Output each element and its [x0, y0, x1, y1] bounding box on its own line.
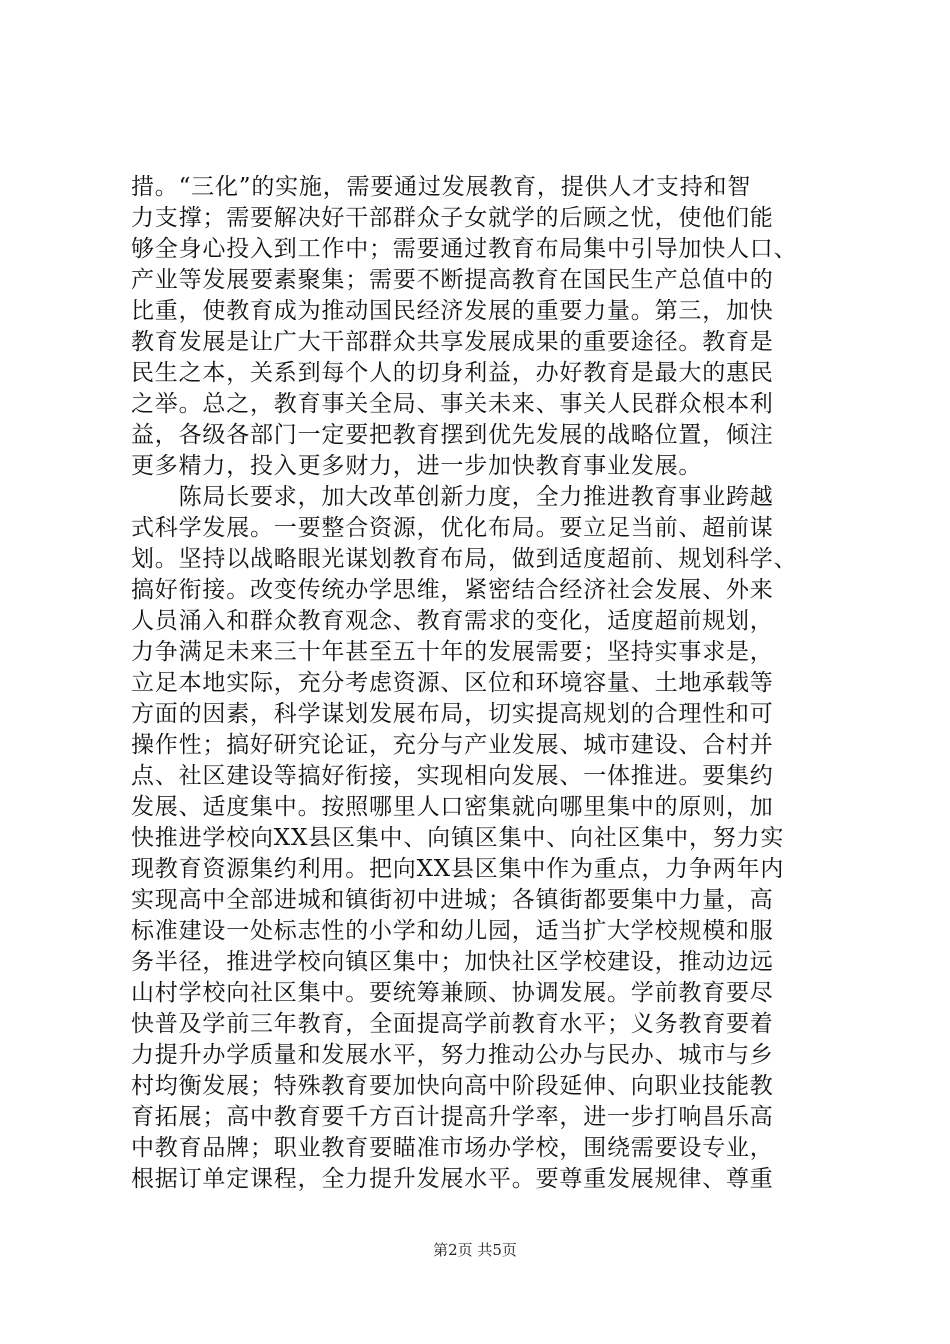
- text-line: 划。坚持以战略眼光谋划教育布局，做到适度超前、规划科学、: [131, 546, 798, 572]
- text-line: 快推进学校向XX县区集中、向镇区集中、向社区集中，努力实: [131, 825, 785, 851]
- text-line: 措。“三化”的实施，需要通过发展教育，提供人才支持和智: [131, 174, 752, 200]
- page-footer: 第2页 共5页: [433, 1241, 517, 1259]
- body-text: [131, 172, 831, 1195]
- text-line: 陈局长要求，加大改革创新力度，全力推进教育事业跨越: [131, 484, 774, 510]
- text-line: 人员涌入和群众教育观念、教育需求的变化，适度超前规划，: [131, 608, 774, 634]
- text-line: 标准建设一处标志性的小学和幼儿园，适当扩大学校规模和服: [131, 918, 774, 944]
- text-line: 产业等发展要素聚集；需要不断提高教育在国民生产总值中的: [131, 267, 774, 293]
- text-line: 力提升办学质量和发展水平，努力推动公办与民办、城市与乡: [131, 1042, 774, 1068]
- text-line: 发展、适度集中。按照哪里人口密集就向哪里集中的原则，加: [131, 794, 774, 820]
- text-line: 点、社区建设等搞好衔接，实现相向发展、一体推进。要集约: [131, 763, 774, 789]
- text-line: 教育发展是让广大干部群众共享发展成果的重要途径。教育是: [131, 329, 774, 355]
- text-line: 益，各级各部门一定要把教育摆到优先发展的战略位置，倾注: [131, 422, 774, 448]
- text-line: 务半径，推进学校向镇区集中；加快社区学校建设，推动边远: [131, 949, 774, 975]
- text-line: 比重，使教育成为推动国民经济发展的重要力量。第三，加快: [131, 298, 774, 324]
- text-line: 根据订单定课程，全力提升发展水平。要尊重发展规律、尊重: [131, 1166, 774, 1192]
- text-line: 方面的因素，科学谋划发展布局，切实提高规划的合理性和可: [131, 701, 774, 727]
- text-line: 力争满足未来三十年甚至五十年的发展需要；坚持实事求是，: [131, 639, 774, 665]
- text-line: 搞好衔接。改变传统办学思维，紧密结合经济社会发展、外来: [131, 577, 774, 603]
- text-line: 现教育资源集约利用。把向XX县区集中作为重点，力争两年内: [131, 856, 785, 882]
- text-line: 够全身心投入到工作中；需要通过教育布局集中引导加快人口、: [131, 236, 798, 262]
- text-line: 民生之本，关系到每个人的切身利益，办好教育是最大的惠民: [131, 360, 774, 386]
- text-line: 之举。总之，教育事关全局、事关未来、事关人民群众根本利: [131, 391, 774, 417]
- text-line: 式科学发展。一要整合资源，优化布局。要立足当前、超前谋: [131, 515, 774, 541]
- text-line: 操作性；搞好研究论证，充分与产业发展、城市建设、合村并: [131, 732, 774, 758]
- text-line: 立足本地实际，充分考虑资源、区位和环境容量、土地承载等: [131, 670, 774, 696]
- text-line: 育拓展；高中教育要千方百计提高升学率，进一步打响昌乐高: [131, 1104, 774, 1130]
- text-line: 村均衡发展；特殊教育要加快向高中阶段延伸、向职业技能教: [131, 1073, 774, 1099]
- text-line: 更多精力，投入更多财力，进一步加快教育事业发展。: [131, 453, 703, 479]
- text-line: 力支撑；需要解决好干部群众子女就学的后顾之忧，使他们能: [131, 205, 774, 231]
- text-line: 快普及学前三年教育，全面提高学前教育水平；义务教育要着: [131, 1011, 774, 1037]
- text-line: 实现高中全部进城和镇街初中进城；各镇街都要集中力量，高: [131, 887, 774, 913]
- text-line: 中教育品牌；职业教育要瞄准市场办学校，围绕需要设专业，: [131, 1135, 774, 1161]
- text-line: 山村学校向社区集中。要统筹兼顾、协调发展。学前教育要尽: [131, 980, 774, 1006]
